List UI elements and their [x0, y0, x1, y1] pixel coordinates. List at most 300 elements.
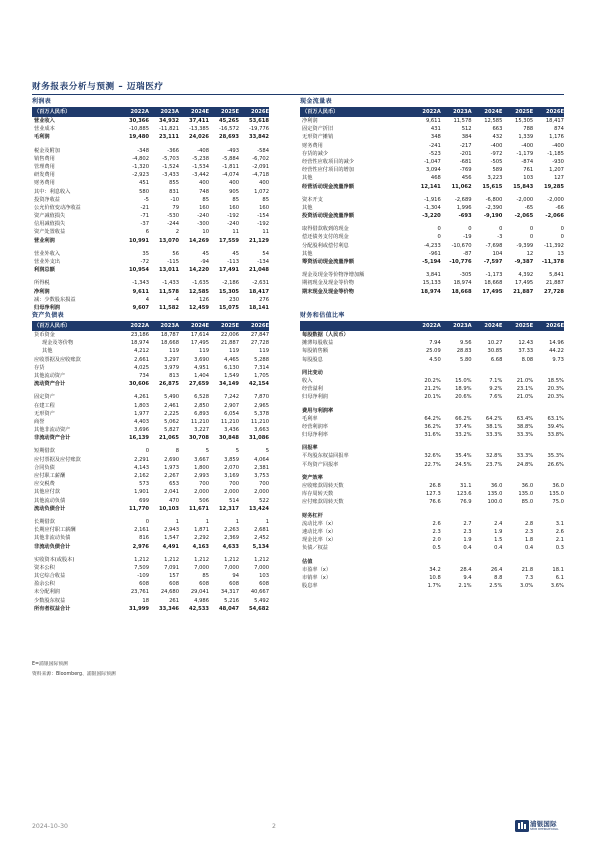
table-row: [32, 364, 269, 372]
year-header: 2023A: [160, 323, 179, 329]
cell-value: -7,698: [485, 242, 503, 249]
cell-value: 18.9%: [455, 386, 472, 393]
table-row: [300, 196, 564, 204]
table-row: [300, 423, 564, 431]
table-row: [300, 415, 564, 423]
cell-value: -192: [227, 213, 239, 220]
cell-value: 29,041: [190, 589, 209, 596]
year-header: 2025E: [221, 109, 239, 115]
cell-value: -523: [429, 150, 441, 157]
cell-value: [533, 558, 564, 566]
table-row: [32, 331, 269, 339]
cell-value: 7.94: [429, 340, 441, 347]
cell-value: 27,728: [543, 288, 564, 295]
cell-value: 2,452: [254, 535, 269, 542]
cell-value: 4.50: [429, 356, 441, 363]
row-label: 归母净利率: [302, 432, 328, 439]
cell-value: 54,682: [248, 605, 269, 612]
cell-value: 27,847: [250, 332, 269, 338]
cell-value: [502, 512, 533, 520]
cell-value: [410, 474, 441, 482]
cell-value: 761: [523, 167, 534, 174]
cell-value: 1,996: [456, 204, 472, 211]
cell-value: 24,026: [188, 134, 209, 141]
row-label: 合同负债: [34, 464, 55, 471]
cell-value: 470: [169, 497, 179, 504]
table-row: [300, 225, 564, 233]
row-label: 固定资产: [34, 394, 55, 401]
cell-value: 3.0%: [520, 583, 534, 590]
cell-value: 23,111: [158, 134, 179, 141]
cell-value: 2.6: [555, 528, 564, 535]
cell-value: 127.3: [425, 491, 441, 498]
row-label: 经营溢利: [302, 386, 323, 393]
cell-value: 9,611: [132, 288, 149, 295]
row-label: 利润总额: [34, 267, 55, 274]
cell-value: -930: [552, 158, 564, 165]
cell-value: 26.8: [429, 483, 441, 489]
cell-value: 13,070: [158, 237, 179, 244]
cell-value: 35.3%: [547, 453, 564, 460]
table-row: [300, 377, 564, 385]
cell-value: 30,606: [128, 381, 149, 388]
cell-value: [472, 444, 503, 452]
row-label: 营业收入: [34, 118, 55, 124]
cell-value: [533, 512, 564, 520]
cell-value: -13,385: [188, 126, 209, 133]
cell-value: -72: [140, 259, 149, 265]
cell-value: -400: [552, 142, 564, 149]
cell-value: 6,054: [224, 410, 239, 417]
cell-value: 3,297: [164, 356, 179, 363]
company-logo: [515, 818, 565, 834]
cell-value: 0: [529, 234, 534, 241]
table-row: [32, 588, 269, 596]
cell-value: -5: [143, 196, 149, 203]
cell-value: 33.8%: [547, 432, 564, 439]
cell-value: 21,048: [248, 267, 269, 274]
table-row: [300, 125, 564, 133]
cell-value: -3,220: [422, 213, 441, 220]
table-row: [32, 250, 269, 258]
cell-value: -2,390: [485, 204, 503, 211]
cell-value: 589: [492, 167, 503, 174]
table-row: [300, 166, 564, 174]
cell-value: 11,210: [250, 418, 269, 425]
cell-value: 3,979: [164, 364, 179, 371]
cell-value: 160: [259, 204, 269, 211]
section-title: 现金流量表: [300, 97, 564, 108]
table-row: [300, 212, 564, 220]
cell-value: 38.8%: [516, 423, 534, 430]
cell-value: -109: [137, 573, 149, 580]
cell-value: 2.7: [463, 520, 472, 527]
cell-value: 94: [232, 573, 239, 580]
row-label: 应收票据及应收账款: [34, 356, 81, 363]
cell-value: 0: [437, 226, 441, 233]
year-header: 2025E: [515, 109, 534, 115]
cell-value: 135.0: [518, 491, 534, 498]
cell-value: 608: [259, 581, 269, 588]
cell-value: -134: [257, 259, 269, 265]
cell-value: 816: [139, 535, 149, 542]
cell-value: -9,387: [514, 259, 534, 265]
cell-value: 20.6%: [455, 394, 472, 401]
row-label: 资本公积: [34, 564, 55, 571]
cell-value: 44.22: [549, 348, 564, 355]
table-row: [300, 117, 564, 125]
cell-value: 1,901: [134, 489, 149, 496]
table-row: [32, 147, 269, 155]
cell-value: -11,392: [543, 242, 564, 249]
cell-value: -1,320: [132, 163, 149, 170]
cell-value: 35.4%: [455, 453, 472, 460]
cell-value: 1,212: [194, 556, 209, 563]
cell-value: 32.8%: [485, 453, 503, 460]
cell-value: 3.1: [555, 520, 564, 527]
row-label: 少数股东权益: [34, 597, 66, 604]
cell-value: 26.4: [490, 566, 503, 573]
cell-value: -961: [429, 250, 441, 257]
table-row: [300, 520, 564, 528]
cell-value: 700: [259, 481, 269, 488]
cell-value: 1.9: [494, 528, 503, 535]
cell-value: 104: [492, 250, 503, 257]
cell-value: 2,070: [224, 464, 239, 471]
cell-value: 7,091: [164, 564, 179, 571]
cell-value: 119: [229, 348, 239, 355]
cell-value: 1,212: [254, 556, 269, 563]
cell-value: -66: [555, 204, 564, 211]
row-label: 归母净利润: [34, 304, 60, 311]
cell-value: 608: [169, 581, 179, 588]
table-row: [32, 505, 269, 513]
row-label: 无形资产摊销: [302, 134, 334, 141]
cell-value: 7,242: [224, 394, 239, 401]
cell-value: 135.0: [549, 491, 564, 498]
unit-label: （百万人民币）: [34, 323, 71, 329]
table-row: [32, 393, 269, 401]
row-label: 营业外支出: [34, 259, 60, 265]
cell-value: -71: [140, 213, 149, 220]
cell-value: -400: [490, 142, 503, 149]
cell-value: 400: [259, 180, 269, 187]
row-label: 无形资产: [34, 410, 55, 417]
section-heading-row: [300, 474, 564, 482]
cell-value: 18,417: [248, 288, 269, 295]
cell-value: 514: [229, 497, 239, 504]
cell-value: -4,233: [424, 242, 441, 249]
cell-value: 4,143: [134, 464, 149, 471]
cell-value: 18,668: [451, 288, 472, 295]
cell-value: 10,954: [128, 267, 149, 274]
cell-value: 26,875: [158, 381, 179, 388]
cell-value: [441, 512, 472, 520]
cell-value: 1,800: [194, 464, 209, 471]
row-label: 现金比率（x）: [302, 537, 337, 544]
table-row: [32, 279, 269, 287]
cell-value: 2,850: [194, 402, 209, 409]
cell-value: 85: [202, 196, 209, 203]
cell-value: 3,227: [194, 427, 209, 434]
cell-value: 4,163: [192, 543, 209, 550]
cell-value: 608: [199, 581, 209, 588]
cell-value: 573: [139, 481, 149, 488]
cell-value: 34,149: [218, 381, 239, 388]
cell-value: 699: [139, 497, 149, 504]
row-label: 取得借款收到的现金: [302, 226, 349, 233]
row-label: 净利润: [34, 288, 50, 295]
cell-value: 5,490: [164, 394, 179, 401]
cell-value: 1,871: [194, 527, 209, 534]
section-heading-row: [300, 369, 564, 377]
cell-value: -2,000: [516, 196, 534, 203]
table-row: [32, 447, 269, 455]
row-label: 财务杠杆: [302, 512, 323, 519]
cell-value: 13,424: [248, 505, 269, 512]
table-row: [32, 237, 269, 245]
cell-value: 5: [205, 448, 209, 455]
cell-value: [410, 444, 441, 452]
year-header: 2025E: [221, 323, 239, 329]
cell-value: [441, 407, 472, 415]
cell-value: 76.9: [460, 499, 472, 506]
cell-value: 31.1: [460, 483, 472, 489]
cell-value: -2,923: [132, 172, 149, 179]
section-heading-row: [300, 512, 564, 520]
cell-value: 1.8: [524, 537, 534, 544]
table-row: [300, 142, 564, 150]
row-label: 经营活动现金流量净额: [302, 183, 354, 190]
section-title: 资产负债表: [32, 311, 269, 322]
table-row: [32, 410, 269, 418]
table-row: [32, 133, 269, 141]
row-label: 资产减值损失: [34, 213, 66, 220]
row-label: 所有者权益合计: [34, 605, 71, 612]
cell-value: 663: [492, 126, 503, 133]
page-number: 2: [272, 823, 276, 830]
row-label: 应交税费: [34, 481, 55, 488]
cell-value: 18,974: [130, 340, 149, 347]
cell-value: 4,465: [224, 356, 239, 363]
cell-value: 8.08: [521, 356, 534, 363]
cell-value: 21.0%: [516, 377, 534, 384]
cell-value: 7,509: [134, 564, 149, 571]
cell-value: 0: [529, 226, 534, 233]
cell-value: [472, 331, 503, 339]
row-label: 现金及等价物: [42, 340, 74, 347]
row-label: 每股数据（人民币）: [302, 332, 349, 338]
table-row: [32, 497, 269, 505]
page-title: 财务报表分析与预测 – 迈瑞医疗: [32, 82, 164, 92]
cell-value: 3,169: [224, 473, 239, 479]
table-row: [300, 174, 564, 182]
row-label: 估值: [302, 558, 313, 565]
cell-value: 15,305: [218, 288, 239, 295]
cell-value: 10.8: [429, 574, 441, 581]
cell-value: -3,442: [192, 172, 209, 179]
cell-value: 1.9: [463, 537, 472, 544]
cell-value: -240: [227, 221, 239, 228]
row-label: 销售费用: [34, 155, 55, 162]
table-header: [300, 322, 564, 331]
cell-value: 119: [169, 348, 179, 355]
cell-value: 2,162: [134, 473, 149, 479]
table-row: [32, 339, 269, 347]
cell-value: 17,495: [190, 340, 209, 347]
cell-value: 2,690: [164, 456, 179, 463]
cell-value: 14,269: [188, 237, 209, 244]
cell-value: 37.33: [518, 348, 534, 355]
cell-value: -769: [459, 167, 472, 174]
unit-label: （百万人民币）: [34, 109, 71, 115]
cell-value: 42,533: [188, 605, 209, 612]
cell-value: 123.6: [456, 491, 472, 498]
cell-value: 9.73: [552, 356, 564, 363]
cell-value: -3,433: [162, 172, 179, 179]
cell-value: 160: [229, 204, 239, 211]
cell-value: 56: [172, 250, 179, 257]
cell-value: 12,459: [188, 304, 209, 311]
table-header: [32, 108, 269, 117]
cell-value: -9,399: [516, 242, 534, 249]
cell-value: -10: [170, 196, 179, 203]
year-header: 2024E: [484, 323, 503, 329]
row-label: 非流动资产合计: [34, 435, 71, 442]
cell-value: 1,212: [164, 556, 179, 563]
cell-value: 7,314: [254, 364, 269, 371]
cell-value: 831: [169, 188, 179, 195]
cell-value: 2,225: [164, 410, 179, 417]
cell-value: -1,304: [424, 204, 441, 211]
cell-value: 33.3%: [516, 453, 534, 460]
table-row: [300, 150, 564, 158]
cell-value: 10,991: [128, 237, 149, 244]
cell-value: 1.5: [494, 537, 503, 544]
row-label: 减：少数股东损益: [34, 296, 76, 303]
cell-value: 11,210: [190, 418, 209, 425]
cell-value: -9,190: [483, 213, 503, 220]
row-label: 财务费用: [34, 180, 55, 187]
row-label: 现金及现金等价物净增加额: [302, 272, 365, 279]
table-row: [32, 258, 269, 266]
table-row: [300, 204, 564, 212]
row-label: 管理费用: [34, 163, 55, 170]
cell-value: -5,238: [192, 155, 209, 162]
cell-value: [533, 407, 564, 415]
cell-value: 45: [232, 250, 239, 257]
cell-value: 2,965: [254, 402, 269, 409]
cell-value: 21,887: [545, 280, 564, 287]
table-row: [32, 564, 269, 572]
cell-value: -4,718: [252, 172, 269, 179]
row-label: 存货: [34, 364, 45, 371]
table-row: [32, 296, 269, 304]
table-row: [32, 356, 269, 364]
table-row: [32, 464, 269, 472]
table-row: [32, 220, 269, 228]
year-header: 2023A: [160, 109, 179, 115]
cell-value: 2.4: [494, 520, 503, 527]
cell-value: 348: [430, 134, 441, 141]
table-row: [32, 580, 269, 588]
cell-value: 20.1%: [424, 394, 441, 401]
section-heading-row: [300, 331, 564, 339]
cell-value: 5.80: [460, 356, 472, 363]
cell-value: 18.5%: [547, 377, 564, 384]
cell-value: 119: [199, 348, 209, 355]
row-label: 其他非流动负债: [34, 535, 71, 542]
cell-value: 20.3%: [547, 386, 564, 393]
table-row: [32, 488, 269, 496]
cell-value: 157: [169, 573, 179, 580]
row-label: 经营性应收项目的减少: [302, 158, 354, 165]
cell-value: 1: [205, 518, 209, 525]
cell-value: -400: [521, 142, 534, 149]
cell-value: 4,392: [518, 272, 534, 279]
cell-value: 230: [229, 296, 239, 303]
cell-value: 21,129: [248, 237, 269, 244]
cell-value: 30,848: [218, 435, 239, 442]
year-header: 2025E: [515, 323, 534, 329]
logo-text: 浦银国际: [530, 820, 557, 828]
cell-value: 119: [259, 348, 269, 355]
row-label: 流动比率（x）: [302, 520, 337, 527]
cell-value: 1,212: [134, 556, 149, 563]
cell-value: 15,133: [422, 280, 441, 287]
cell-value: 15,615: [482, 183, 503, 190]
cell-value: 36.0: [552, 483, 564, 489]
year-header: 2026E: [546, 323, 564, 329]
cell-value: 1,973: [164, 464, 179, 471]
cell-value: 456: [461, 175, 472, 182]
cell-value: 5,378: [254, 410, 269, 417]
table-row: [300, 183, 564, 191]
cell-value: 7,000: [224, 564, 239, 571]
cell-value: 813: [169, 372, 179, 379]
cell-value: 36.0: [521, 483, 534, 489]
cell-value: 2,041: [164, 489, 179, 496]
cell-value: 23.7%: [485, 461, 503, 468]
cell-value: 1,803: [134, 402, 149, 409]
cell-value: -584: [257, 147, 269, 154]
cell-value: 18,974: [420, 288, 441, 295]
cell-value: -693: [458, 213, 472, 220]
row-label: 公允价值变动净收益: [34, 204, 81, 211]
cell-value: [441, 558, 472, 566]
table-row: [300, 431, 564, 439]
cell-value: -681: [459, 158, 472, 165]
year-header: 2023A: [453, 323, 472, 329]
cell-value: 27,728: [250, 340, 269, 347]
cell-value: 13,011: [158, 267, 179, 274]
cell-value: 33.2%: [455, 432, 472, 439]
cell-value: 512: [461, 126, 472, 133]
cell-value: -244: [167, 221, 179, 228]
table-row: [300, 347, 564, 355]
section-heading-row: [300, 407, 564, 415]
cell-value: 5,216: [224, 597, 239, 604]
cell-value: [533, 331, 564, 339]
row-label: 每股股息: [302, 356, 323, 363]
row-label: 营业外收入: [34, 250, 60, 257]
table-row: [32, 418, 269, 426]
cell-value: 1.7%: [427, 583, 441, 590]
cell-value: 874: [554, 126, 564, 133]
table-row: [300, 528, 564, 536]
cell-value: [472, 369, 503, 377]
cell-value: -408: [197, 147, 209, 154]
